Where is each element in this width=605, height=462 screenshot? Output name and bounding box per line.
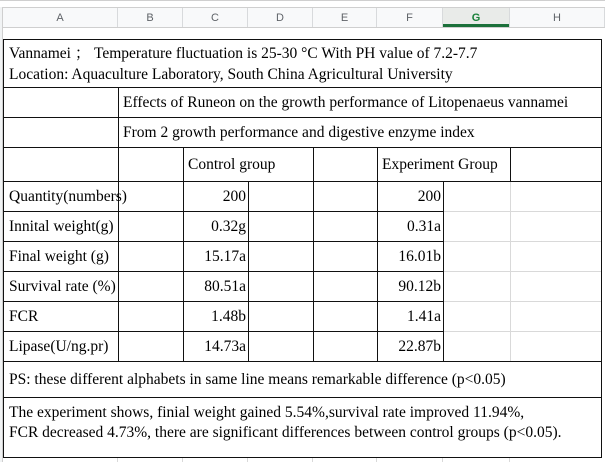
empty-cell[interactable] <box>511 148 601 181</box>
empty-cell[interactable] <box>119 272 184 302</box>
empty-cell[interactable] <box>249 242 314 272</box>
empty-cell[interactable] <box>511 242 601 272</box>
empty-cell[interactable] <box>314 242 378 272</box>
table-row <box>4 212 601 242</box>
control-value-cell[interactable]: 14.73a <box>184 332 249 361</box>
row-label-cell[interactable]: Innital weight(g) <box>4 212 119 242</box>
column-header-c[interactable]: C <box>183 8 248 27</box>
note-line-2: Location: Aquaculture Laboratory, South China Agricultural University <box>9 66 453 83</box>
empty-cell[interactable] <box>511 302 601 332</box>
empty-cell[interactable] <box>444 182 511 212</box>
table-row <box>4 148 601 182</box>
column-header-g-selected[interactable]: G <box>443 8 510 27</box>
control-group-header-cell[interactable]: Control group <box>184 148 314 181</box>
table-row <box>4 302 601 332</box>
gridline <box>183 458 248 462</box>
control-value-cell[interactable]: 1.48b <box>184 302 249 332</box>
empty-cell[interactable] <box>119 148 184 181</box>
empty-cell[interactable] <box>4 88 119 117</box>
empty-cell[interactable] <box>511 212 601 242</box>
empty-cell[interactable] <box>444 272 511 302</box>
empty-cell[interactable] <box>314 332 378 361</box>
empty-cell[interactable] <box>314 302 378 332</box>
gridline <box>313 458 377 462</box>
note-line-1: Vannamei ； Temperature fluctuation is 25-30 °C With PH value of 7.2-7.7 <box>9 45 478 62</box>
ps-note-cell[interactable]: PS: these different alphabets in same line means remarkable difference (p<0.05) <box>9 370 506 388</box>
empty-cell[interactable] <box>314 272 378 302</box>
empty-cell[interactable] <box>249 332 314 361</box>
table-row <box>4 118 601 148</box>
column-header-e[interactable]: E <box>313 8 377 27</box>
table-row <box>4 182 601 212</box>
column-header-row <box>3 7 605 28</box>
table-row <box>4 272 601 302</box>
control-value-cell[interactable]: 80.51a <box>184 272 249 302</box>
control-value-cell[interactable]: 200 <box>184 182 249 212</box>
experiment-value-cell[interactable]: 200 <box>378 182 444 212</box>
gridline <box>443 458 510 462</box>
empty-cell[interactable] <box>444 242 511 272</box>
table-row <box>4 398 601 456</box>
empty-cell[interactable] <box>249 272 314 302</box>
empty-cell[interactable] <box>119 212 184 242</box>
table-row <box>4 362 601 398</box>
empty-cell[interactable] <box>444 212 511 242</box>
row-label-cell[interactable]: Survival rate (%) <box>4 272 119 302</box>
subtitle-cell[interactable]: From 2 growth performance and digestive enzyme index <box>123 123 475 141</box>
notes-cell[interactable] <box>4 40 601 87</box>
empty-cell[interactable] <box>119 332 184 361</box>
empty-cell[interactable] <box>4 118 119 147</box>
empty-cell[interactable] <box>119 182 184 212</box>
experiment-value-cell[interactable]: 1.41a <box>378 302 444 332</box>
control-value-cell[interactable]: 15.17a <box>184 242 249 272</box>
experiment-value-cell[interactable]: 22.87b <box>378 332 444 361</box>
empty-cell[interactable] <box>249 182 314 212</box>
experiment-value-cell[interactable]: 0.31a <box>378 212 444 242</box>
gridline <box>118 458 183 462</box>
gridline <box>377 458 443 462</box>
empty-cell[interactable] <box>314 148 378 181</box>
title-cell[interactable]: Effects of Runeon on the growth performance of Litopenaeus vannamei <box>123 93 569 111</box>
experiment-group-header-cell[interactable]: Experiment Group <box>378 148 511 181</box>
summary-cell[interactable] <box>4 398 601 456</box>
experiment-value-cell[interactable]: 90.12b <box>378 272 444 302</box>
row-label-cell[interactable]: FCR <box>4 302 119 332</box>
empty-cell[interactable] <box>511 182 601 212</box>
summary-line-2: FCR decreased 4.73%, there are significant differences between control groups (p<0.05). <box>9 424 562 441</box>
top-divider <box>0 0 605 1</box>
table-row <box>4 88 601 118</box>
column-header-f[interactable]: F <box>377 8 443 27</box>
empty-cell[interactable] <box>444 332 511 361</box>
empty-cell[interactable] <box>444 302 511 332</box>
table-row <box>4 40 601 88</box>
row-label-cell[interactable]: Quantity(numbers) <box>4 182 119 212</box>
gridline <box>510 458 602 462</box>
row-label-cell[interactable]: Final weight (g) <box>4 242 119 272</box>
row-label-cell[interactable]: Lipase(U/ng.pr) <box>4 332 119 361</box>
data-table <box>3 39 602 458</box>
column-header-b[interactable]: B <box>118 8 183 27</box>
empty-cell[interactable] <box>314 212 378 242</box>
column-header-d[interactable]: D <box>248 8 313 27</box>
empty-cell[interactable] <box>4 148 119 181</box>
table-row <box>4 242 601 272</box>
empty-cell[interactable] <box>511 272 601 302</box>
empty-cell[interactable] <box>119 242 184 272</box>
empty-cell[interactable] <box>249 212 314 242</box>
experiment-value-cell[interactable]: 16.01b <box>378 242 444 272</box>
summary-line-1: The experiment shows, finial weight gained 5.54%,survival rate improved 11.94%, <box>9 404 525 421</box>
control-value-cell[interactable]: 0.32g <box>184 212 249 242</box>
column-header-h[interactable]: H <box>510 8 605 27</box>
empty-cell[interactable] <box>314 182 378 212</box>
empty-cell[interactable] <box>511 332 601 361</box>
partial-row-gridlines <box>3 458 602 462</box>
column-header-a[interactable]: A <box>3 8 118 27</box>
empty-cell[interactable] <box>119 302 184 332</box>
gridline <box>3 458 118 462</box>
empty-cell[interactable] <box>249 302 314 332</box>
gridline <box>248 458 313 462</box>
table-row <box>4 332 601 362</box>
